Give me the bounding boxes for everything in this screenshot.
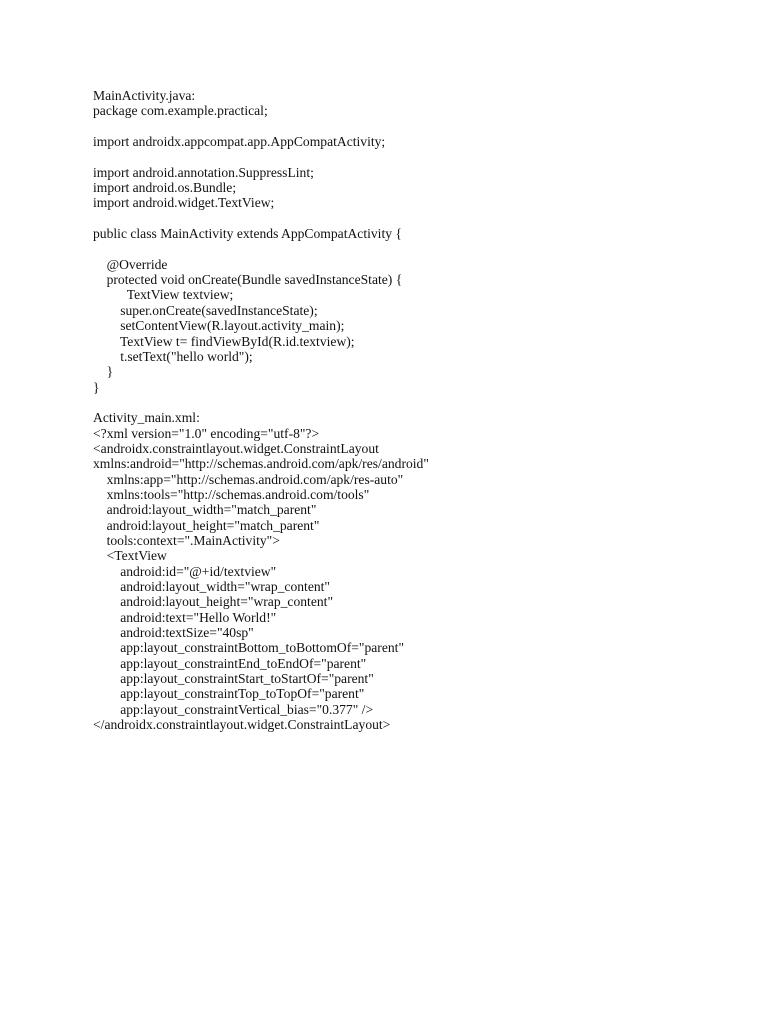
- code-line: app:layout_constraintEnd_toEndOf="parent": [93, 655, 367, 671]
- code-line: public class MainActivity extends AppCompatActivity {: [93, 226, 402, 242]
- code-line: app:layout_constraintStart_toStartOf="parent": [93, 671, 374, 687]
- code-line: <TextView: [93, 548, 167, 564]
- code-line: android:layout_width="wrap_content": [93, 579, 330, 594]
- code-line: android:layout_height="match_parent": [93, 517, 320, 533]
- code-line: app:layout_constraintTop_toTopOf="parent": [93, 686, 365, 702]
- code-line: android:layout_height="wrap_content": [93, 594, 333, 610]
- code-line: protected void onCreate(Bundle savedInstanceState) {: [93, 272, 403, 288]
- code-line: <androidx.constraintlayout.widget.ConstraintLayout: [93, 440, 379, 456]
- code-line: app:layout_constraintBottom_toBottomOf="parent": [93, 640, 404, 656]
- code-line: tools:context=".MainActivity">: [93, 532, 280, 548]
- code-line: android:textSize="40sp": [93, 625, 254, 641]
- code-line: xmlns:app="http://schemas.android.com/apk/res-auto": [93, 471, 404, 487]
- code-line: <?xml version="1.0" encoding="utf-8"?>: [93, 425, 320, 441]
- code-line: import android.os.Bundle;: [93, 180, 237, 196]
- code-line: xmlns:android="http://schemas.android.com/apk/res/android": [93, 456, 429, 472]
- code-line: android:layout_width="match_parent": [93, 502, 317, 518]
- code-line: android:text="Hello World!": [93, 609, 277, 625]
- code-line: xmlns:tools="http://schemas.android.com/tools": [93, 486, 370, 502]
- blank-line: [93, 241, 753, 256]
- blank-line: [93, 211, 753, 226]
- code-line: }: [93, 379, 100, 395]
- document-body: [93, 88, 753, 732]
- code-line: app:layout_constraintVertical_bias="0.377" />: [93, 701, 374, 717]
- code-line: }: [93, 364, 114, 380]
- code-line: TextView textview;: [93, 287, 234, 303]
- blank-line: [93, 119, 753, 134]
- code-line: import androidx.appcompat.app.AppCompatActivity;: [93, 134, 386, 150]
- code-line: import android.annotation.SuppressLint;: [93, 164, 314, 180]
- blank-line: [93, 149, 753, 164]
- heading-activity-main-file: Activity_main.xml:: [93, 410, 200, 426]
- code-line: </androidx.constraintlayout.widget.ConstraintLayout>: [93, 717, 391, 733]
- code-line: t.setText("hello world");: [93, 348, 253, 364]
- blank-line: [93, 395, 753, 410]
- heading-main-activity-file: MainActivity.java:: [93, 88, 196, 103]
- code-line: android:id="@+id/textview": [93, 563, 277, 579]
- code-line: package com.example.practical;: [93, 103, 268, 119]
- code-line: setContentView(R.layout.activity_main);: [93, 318, 345, 334]
- code-line: TextView t= findViewById(R.id.textview);: [93, 333, 355, 349]
- code-line: import android.widget.TextView;: [93, 195, 275, 211]
- code-line: @Override: [93, 256, 168, 272]
- code-line: super.onCreate(savedInstanceState);: [93, 302, 318, 318]
